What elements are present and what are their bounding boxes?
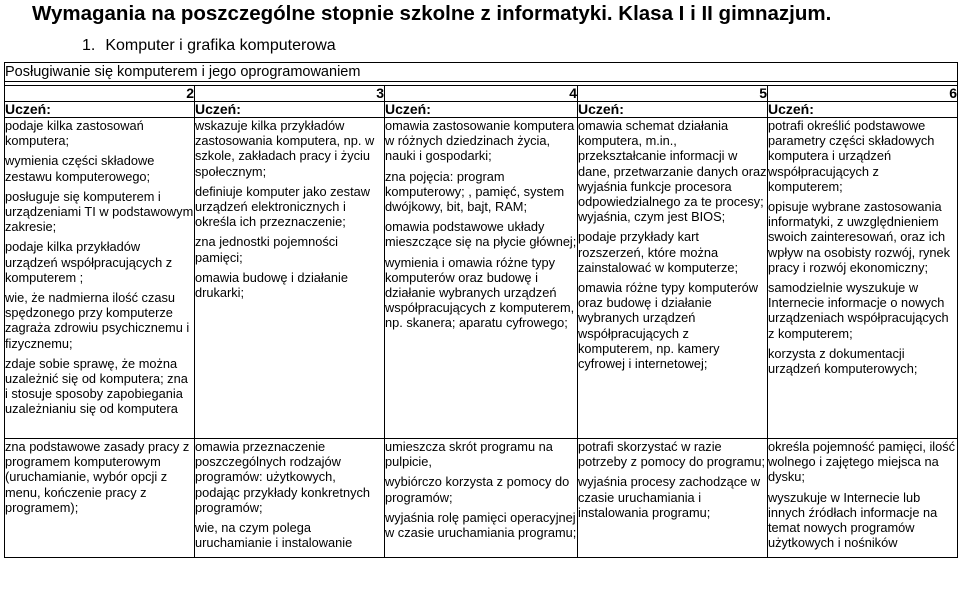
requirement-item: zdaje sobie sprawę, że można uzależnić się od komputera; zna i stosuje sposoby zapobiegania uzależnianiu się od komputera: [5, 355, 188, 417]
requirement-item: wyjaśnia rolę pamięci operacyjnej w czasie uruchamiania programu;: [385, 509, 577, 541]
requirement-item: omawia schemat działania komputera, m.in., przekształcanie informacji w dane, przetwarzanie danych oraz wyjaśnia funkcje procesora odpowiedzialnego za te procesy; wyjaśnia, czym jest BIOS;: [578, 118, 767, 225]
section-number: 1.: [82, 37, 96, 54]
requirements-table: [4, 62, 958, 558]
requirement-item: zna podstawowe zasady pracy z programem komputerowym (uruchamianie, wybór opcji z menu, kończenie pracy z programem);: [5, 439, 190, 515]
requirement-item: omawia przeznaczenie poszczególnych rodzajów programów: użytkowych, podając przykłady konkretnych programów;: [195, 439, 370, 515]
requirement-item: omawia podstawowe układy mieszczące się na płycie głównej;: [385, 219, 577, 250]
grade-2-cell: [5, 118, 195, 439]
requirement-item: wymienia części składowe zestawu komputerowego;: [5, 153, 155, 184]
requirement-item: umieszcza skrót programu na pulpicie,: [385, 439, 553, 470]
page-title: Wymagania na poszczególne stopnie szkolne z informatyki. Klasa I i II gimnazjum.: [32, 2, 832, 25]
grade-header-3: 3: [195, 86, 385, 102]
section-title: Komputer i grafika komputerowa: [105, 37, 336, 54]
requirement-item: wyjaśnia procesy zachodzące w czasie uruchamiania i instalowania programu;: [578, 474, 761, 520]
grade-header-2: 2: [5, 86, 195, 102]
requirement-item: omawia budowę i działanie drukarki;: [195, 269, 348, 301]
requirement-item: definiuje komputer jako zestaw urządzeń elektronicznych i określa ich przeznaczenie;: [195, 183, 370, 230]
requirement-item: potrafi określić podstawowe parametry części składowych komputera i urządzeń współpracujących z komputerem;: [768, 118, 935, 194]
student-label: Uczeń:: [578, 102, 768, 118]
requirement-item: opisuje wybrane zastosowania informatyki, z uwzględnieniem swoich zainteresowań, oraz ich wpływ na osobisty rozwój, rynek pracy i rozwój ekonomiczny;: [768, 199, 951, 275]
student-label: Uczeń:: [195, 102, 385, 118]
requirements-row-hardware: [5, 118, 958, 439]
requirement-item: wie, na czym polega uruchamianie i instalowanie: [195, 520, 353, 551]
requirement-item: wyszukuje w Internecie lub innych źródłach informacje na temat nowych programów użytkowych i nośników: [768, 489, 938, 551]
requirement-item: korzysta z dokumentacji urządzeń komputerowych;: [768, 345, 918, 377]
grade-5-cell: [578, 118, 768, 439]
grade-header-4: 4: [385, 86, 578, 102]
requirement-item: podaje kilka przykładów urządzeń współpracujących z komputerem ;: [5, 239, 173, 285]
student-label: Uczeń:: [385, 102, 578, 118]
requirements-row-software: [5, 439, 958, 558]
requirement-item: wymienia i omawia różne typy komputerów oraz budowę i działanie wybranych urządzeń współpracujących z komputerem, np. skanera; aparatu cyfrowego;: [385, 254, 575, 331]
student-label: Uczeń:: [768, 102, 958, 118]
requirement-item: podaje kilka zastosowań komputera;: [5, 118, 144, 149]
grade-header-5: 5: [578, 86, 768, 102]
section-heading: [82, 36, 336, 56]
student-label: Uczeń:: [5, 102, 195, 118]
requirement-item: samodzielnie wyszukuje w Internecie informacje o nowych urządzeniach współpracujących z komputerem;: [768, 280, 949, 341]
grade-6-cell: [768, 118, 958, 439]
requirement-item: wskazuje kilka przykładów zastosowania komputera, np. w szkole, zakładach pracy i życiu społecznym;: [195, 118, 375, 179]
requirement-item: podaje przykłady kart rozszerzeń, które można zainstalować w komputerze;: [578, 229, 739, 275]
grade-4-cell: [385, 439, 578, 558]
requirement-item: określa pojemność pamięci, ilość wolnego i zajętego miejsca na dysku;: [768, 439, 956, 485]
subsection-title: Posługiwanie się komputerem i jego oprogramowaniem: [5, 63, 958, 82]
grade-2-cell: [5, 439, 195, 558]
requirement-item: omawia różne typy komputerów oraz budowę i działanie wybranych urządzeń współpracujących z komputerem, np. kamery cyfrowej i internetowej;: [578, 280, 758, 372]
grade-4-cell: [385, 118, 578, 439]
requirement-item: zna pojęcia: program komputerowy; , pamięć, system dwójkowy, bit, bajt, RAM;: [385, 168, 565, 215]
requirement-item: posługuje się komputerem i urządzeniami TI w podstawowym zakresie;: [5, 188, 194, 235]
grade-6-cell: [768, 439, 958, 558]
grade-5-cell: [578, 439, 768, 558]
grade-3-cell: [195, 439, 385, 558]
requirement-item: potrafi skorzystać w razie potrzeby z pomocy do programu;: [578, 439, 766, 470]
grade-3-cell: [195, 118, 385, 439]
grade-header-6: 6: [768, 86, 958, 102]
requirement-item: zna jednostki pojemności pamięci;: [195, 234, 338, 265]
requirement-item: wybiórczo korzysta z pomocy do programów;: [385, 474, 570, 505]
requirement-item: omawia zastosowanie komputera w różnych dziedzinach życia, nauki i gospodarki;: [385, 118, 575, 164]
requirement-item: wie, że nadmierna ilość czasu spędzonego przy komputerze zagraża zdrowiu psychicznemu i fizycznemu;: [5, 290, 190, 351]
